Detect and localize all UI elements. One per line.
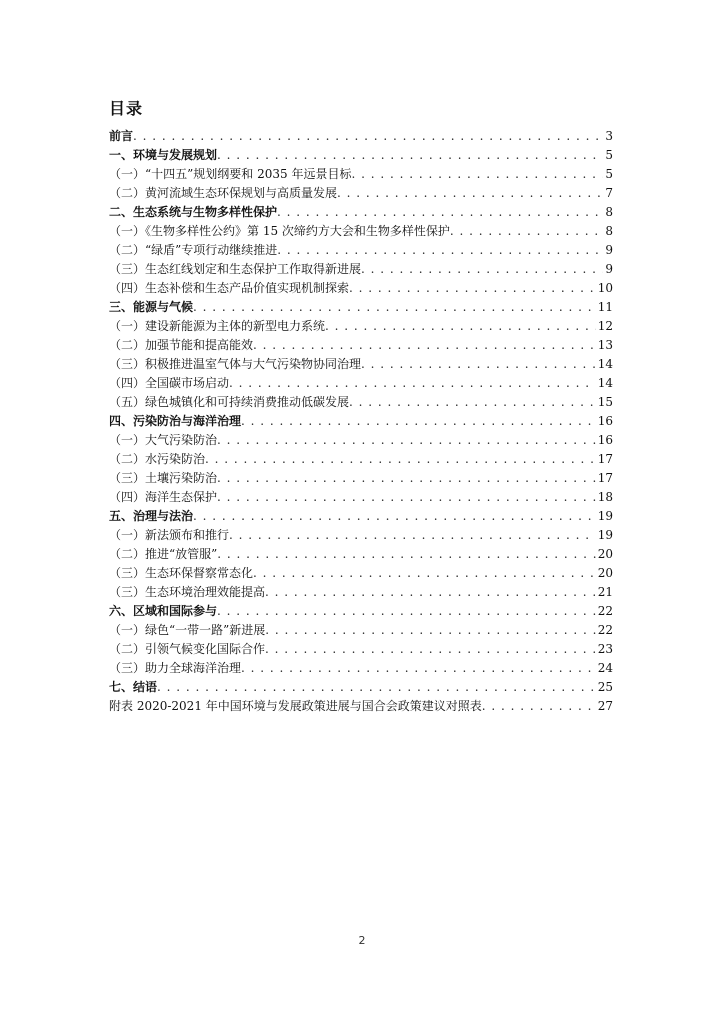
toc-entry-page: 9 — [605, 262, 613, 276]
toc-leader-dots — [217, 469, 596, 488]
toc-entry[interactable] — [109, 298, 613, 317]
toc-leader-dots — [277, 203, 603, 222]
toc-leader-dots — [265, 640, 596, 659]
toc-entry[interactable] — [109, 659, 613, 678]
toc-entry[interactable] — [109, 488, 613, 507]
toc-entry[interactable] — [109, 640, 613, 659]
toc-leader-dots — [277, 241, 603, 260]
toc-entry-page: 20 — [597, 566, 613, 580]
toc-entry-label: （三）助力全球海洋治理 — [109, 661, 242, 675]
toc-leader-dots — [265, 583, 596, 602]
toc-entry-page: 20 — [597, 547, 613, 561]
toc-leader-dots — [217, 602, 596, 621]
toc-leader-dots — [349, 393, 596, 412]
toc-entry-label: 四、污染防治与海洋治理 — [109, 414, 242, 428]
toc-entry-page: 8 — [605, 205, 613, 219]
toc-entry[interactable] — [109, 431, 613, 450]
toc-entry-page: 15 — [597, 395, 613, 409]
toc-entry-label: 附表 2020-2021 年中国环境与发展政策进展与国合会政策建议对照表 — [109, 699, 482, 713]
toc-entry-page: 19 — [597, 509, 613, 523]
toc-entry-page: 17 — [597, 452, 613, 466]
toc-entry-page: 7 — [605, 186, 613, 200]
toc-leader-dots — [325, 317, 596, 336]
toc-leader-dots — [217, 146, 603, 165]
toc-entry[interactable] — [109, 260, 613, 279]
toc-leader-dots — [337, 184, 603, 203]
toc-entry-label: 七、结语 — [109, 680, 158, 694]
toc-title: 目录 — [109, 99, 144, 118]
toc-entry-label: 六、区域和国际参与 — [109, 604, 218, 618]
toc-entry-label: （四）生态补偿和生态产品价值实现机制探索 — [109, 281, 350, 295]
toc-leader-dots — [253, 336, 596, 355]
toc-entry[interactable] — [109, 697, 613, 716]
toc-leader-dots — [157, 678, 596, 697]
toc-leader-dots — [253, 564, 596, 583]
toc-entry-label: （二）引领气候变化国际合作 — [109, 642, 266, 656]
toc-entry[interactable] — [109, 450, 613, 469]
toc-entry-page: 14 — [597, 376, 613, 390]
toc-entry-label: 三、能源与气候 — [109, 300, 194, 314]
toc-entry-page: 5 — [605, 148, 613, 162]
toc-leader-dots — [217, 488, 596, 507]
toc-leader-dots — [229, 526, 596, 545]
toc-entry-label: （一）建设新能源为主体的新型电力系统 — [109, 319, 326, 333]
toc-entry[interactable] — [109, 393, 613, 412]
toc-leader-dots — [361, 355, 596, 374]
toc-entry-page: 10 — [597, 281, 613, 295]
toc-entry-page: 25 — [597, 680, 613, 694]
toc-entry[interactable] — [109, 545, 613, 564]
toc-entry[interactable] — [109, 336, 613, 355]
toc-entry-page: 16 — [597, 414, 613, 428]
toc-entry-label: （一）绿色“一带一路”新进展 — [109, 623, 266, 637]
toc-entry-label: （三）土壤污染防治 — [109, 471, 218, 485]
toc-entry[interactable] — [109, 583, 613, 602]
toc-entry-page: 22 — [597, 623, 613, 637]
toc-entry[interactable] — [109, 222, 613, 241]
toc-leader-dots — [349, 279, 596, 298]
toc-entry-label: 五、治理与法治 — [109, 509, 194, 523]
toc-leader-dots — [482, 697, 596, 716]
toc-entry[interactable] — [109, 317, 613, 336]
toc-leader-dots — [229, 374, 596, 393]
toc-entry[interactable] — [109, 184, 613, 203]
toc-entry-page: 16 — [597, 433, 613, 447]
toc-entry-label: （二）“绿盾”专项行动继续推进 — [109, 243, 278, 257]
toc-entry-label: （一）新法颁布和推行 — [109, 528, 230, 542]
toc-entry-page: 24 — [597, 661, 613, 675]
table-of-contents — [109, 127, 613, 716]
toc-entry[interactable] — [109, 146, 613, 165]
toc-entry-label: （一）《生物多样性公约》第 15 次缔约方大会和生物多样性保护 — [109, 224, 450, 238]
toc-entry-label: 二、生态系统与生物多样性保护 — [109, 205, 278, 219]
toc-leader-dots — [241, 412, 596, 431]
toc-entry-label: （三）生态红线划定和生态保护工作取得新进展 — [109, 262, 362, 276]
page-number: 2 — [358, 934, 366, 947]
toc-entry-page: 17 — [597, 471, 613, 485]
toc-entry[interactable] — [109, 279, 613, 298]
toc-entry-label: （三）生态环境治理效能提高 — [109, 585, 266, 599]
toc-entry-label: （二）推进“放管服” — [109, 547, 218, 561]
toc-leader-dots — [241, 659, 596, 678]
toc-entry[interactable] — [109, 621, 613, 640]
toc-entry-page: 21 — [597, 585, 613, 599]
toc-entry-page: 22 — [597, 604, 613, 618]
toc-entry-page: 14 — [597, 357, 613, 371]
toc-entry[interactable] — [109, 507, 613, 526]
toc-entry-label: （二）黄河流域生态环保规划与高质量发展 — [109, 186, 338, 200]
toc-entry-label: （一）大气污染防治 — [109, 433, 218, 447]
toc-entry[interactable] — [109, 127, 613, 146]
toc-entry-label: （二）水污染防治 — [109, 452, 206, 466]
toc-entry[interactable] — [109, 165, 613, 184]
toc-entry-label: （三）积极推进温室气体与大气污染物协同治理 — [109, 357, 362, 371]
toc-entry-page: 19 — [597, 528, 613, 542]
toc-entry[interactable] — [109, 602, 613, 621]
toc-entry-label: （四）全国碳市场启动 — [109, 376, 230, 390]
toc-leader-dots — [217, 431, 596, 450]
toc-leader-dots — [205, 450, 596, 469]
toc-leader-dots — [217, 545, 595, 564]
toc-entry-page: 3 — [605, 129, 613, 143]
toc-entry-page: 9 — [605, 243, 613, 257]
toc-entry-page: 8 — [605, 224, 613, 238]
toc-leader-dots — [133, 127, 603, 146]
toc-entry[interactable] — [109, 241, 613, 260]
toc-entry[interactable] — [109, 526, 613, 545]
toc-leader-dots — [351, 165, 603, 184]
toc-entry-label: （二）加强节能和提高能效 — [109, 338, 254, 352]
toc-entry[interactable] — [109, 374, 613, 393]
toc-leader-dots — [361, 260, 603, 279]
toc-entry-page: 27 — [597, 699, 613, 713]
toc-entry-label: （五）绿色城镇化和可持续消费推动低碳发展 — [109, 395, 350, 409]
toc-entry-label: （一）“十四五”规划纲要和 2035 年远景目标 — [109, 167, 352, 181]
toc-leader-dots — [193, 507, 596, 526]
toc-entry-page: 12 — [597, 319, 613, 333]
toc-entry-label: （三）生态环保督察常态化 — [109, 566, 254, 580]
toc-entry[interactable] — [109, 412, 613, 431]
toc-entry-label: 一、环境与发展规划 — [109, 148, 218, 162]
toc-leader-dots — [450, 222, 603, 241]
toc-entry-page: 13 — [597, 338, 613, 352]
toc-entry-label: （四）海洋生态保护 — [109, 490, 218, 504]
toc-entry-label: 前言 — [109, 129, 134, 143]
toc-entry-page: 23 — [597, 642, 613, 656]
toc-entry-page: 18 — [597, 490, 613, 504]
toc-entry-page: 5 — [605, 167, 613, 181]
toc-entry[interactable] — [109, 678, 613, 697]
toc-entry[interactable] — [109, 203, 613, 222]
toc-entry[interactable] — [109, 564, 613, 583]
toc-leader-dots — [193, 298, 596, 317]
toc-leader-dots — [265, 621, 595, 640]
toc-entry-page: 11 — [597, 300, 613, 314]
toc-entry[interactable] — [109, 469, 613, 488]
toc-entry[interactable] — [109, 355, 613, 374]
